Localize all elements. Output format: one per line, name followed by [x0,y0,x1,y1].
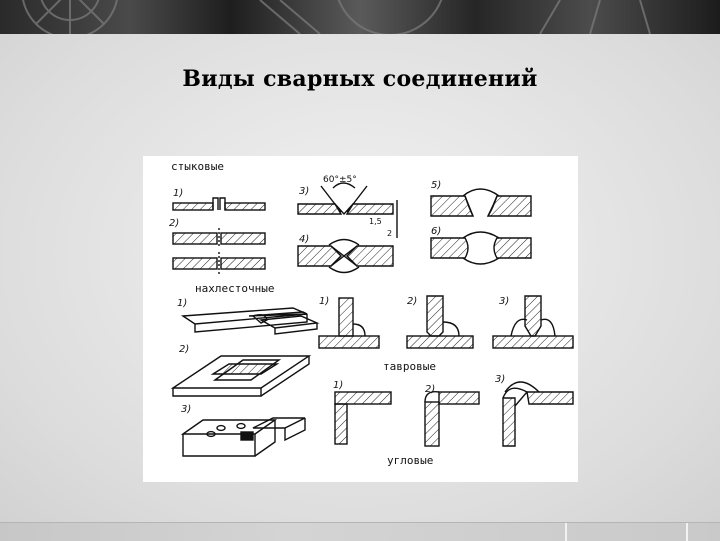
groove-angle-label: 60°±5° [323,175,357,185]
butt-joint-group [169,160,531,276]
tee-joint-group [319,296,573,373]
welded-joints-figure [143,156,578,482]
butt-variant-number-2: 2) [169,218,180,229]
tee-joint-label: тавровые [383,360,436,373]
corner-variant-number-2: 2) [425,384,436,395]
slide-title: Виды сварных соединений [182,66,538,92]
gap-dimension-label: 1,5 [369,217,382,226]
lap-variant-number-3: 3) [181,404,192,415]
tee-variant-number-1: 1) [319,296,330,307]
corner-joint-label: угловые [387,454,434,467]
top-banner [0,0,720,34]
butt-variant-number-3: 3) [299,186,310,197]
footer-divider [686,523,688,541]
butt-variant-number-6: 6) [431,226,442,237]
tee-variant-number-3: 3) [499,296,510,307]
butt-joint-label: стыковые [171,160,224,173]
corner-joint-group [333,374,573,467]
tee-variant-number-2: 2) [407,296,418,307]
corner-variant-number-3: 3) [495,374,506,385]
butt-variant-number-1: 1) [173,188,184,199]
lap-variant-number-1: 1) [177,298,188,309]
corner-variant-number-1: 1) [333,380,344,391]
butt-variant-number-4: 4) [299,234,310,245]
butt-variant-number-5: 5) [431,180,442,191]
footer-divider [565,523,567,541]
lap-joint-label: нахлесточные [195,282,275,295]
lap-variant-number-2: 2) [179,344,190,355]
lap-joint-group [173,282,317,456]
root-dimension-label: 2 [387,229,393,238]
bottom-bar [0,522,720,541]
